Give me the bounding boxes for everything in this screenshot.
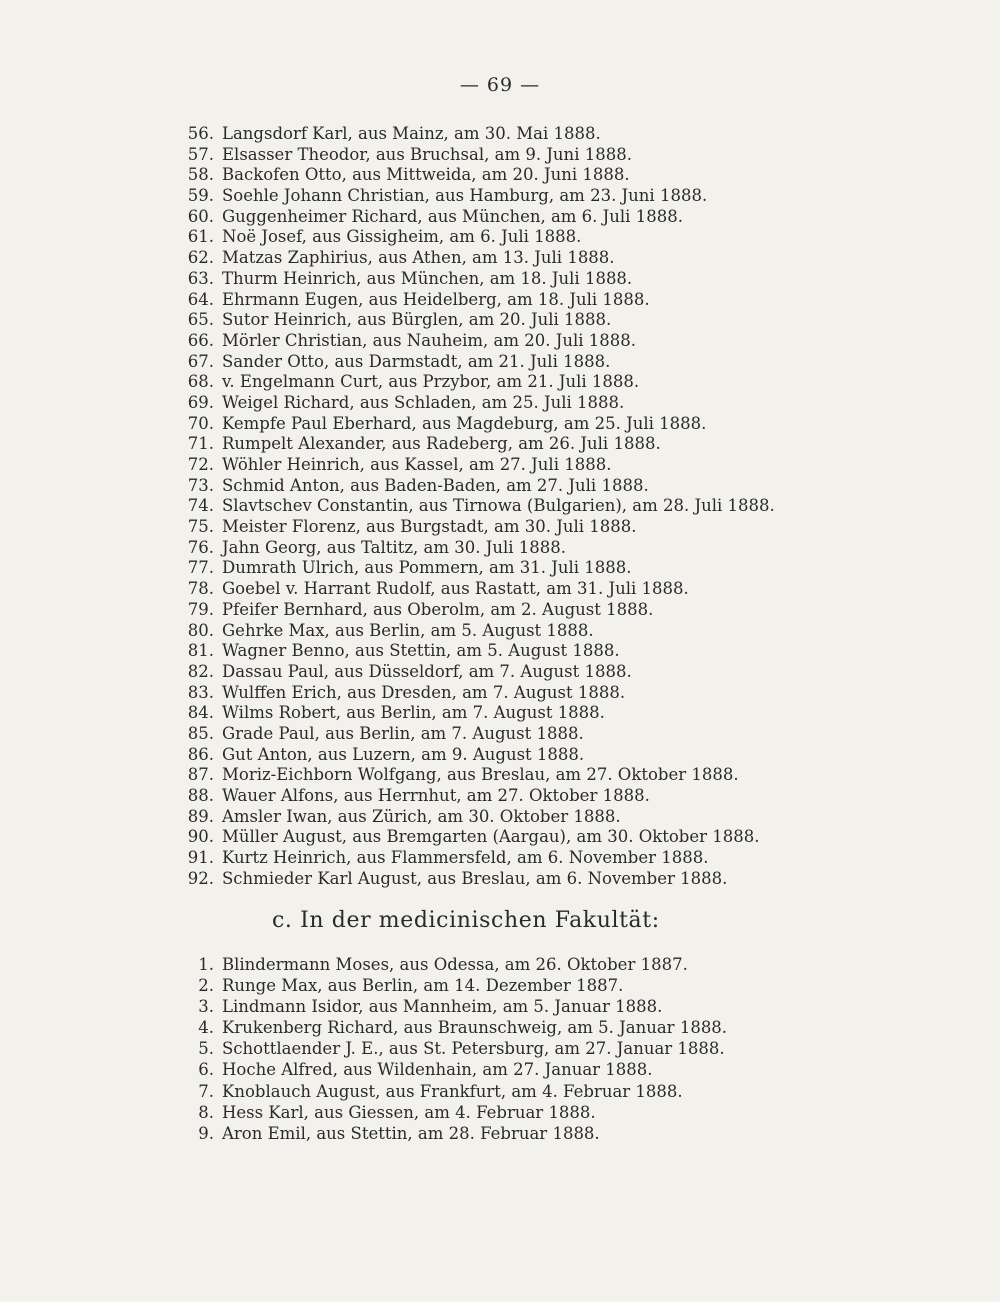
item-text: Grade Paul, aus Berlin, am 7. August 1888. [222,723,584,743]
item-text: Goebel v. Harrant Rudolf, aus Rastatt, am 31. Juli 1888. [222,579,689,599]
item-text: Hoche Alfred, aus Wildenhain, am 27. Januar 1888. [222,1060,653,1080]
list-item [186,331,775,352]
item-number: 90. [187,827,214,847]
item-text: Rumpelt Alexander, aus Radeberg, am 26. Juli 1888. [222,434,661,454]
page-number: — 69 — [459,74,541,96]
item-text: Amsler Iwan, aus Zürich, am 30. Oktober 1888. [222,806,621,826]
item-number: 1. [198,955,214,974]
item-number: 81. [187,641,214,661]
section-heading: c. In der medicinischen Fakultät: [272,908,660,933]
item-text: Sander Otto, aus Darmstadt, am 21. Juli 1888. [222,351,611,371]
item-text: Gut Anton, aus Luzern, am 9. August 1888. [222,744,585,764]
list-item [186,372,775,393]
list-item [186,683,775,704]
item-number: 3. [198,997,214,1017]
list-item [186,827,775,848]
item-text: Langsdorf Karl, aus Mainz, am 30. Mai 1888. [222,124,601,143]
item-number: 6. [198,1060,214,1080]
item-text: Wagner Benno, aus Stettin, am 5. August 1888. [222,641,620,661]
item-text: Ehrmann Eugen, aus Heidelberg, am 18. Juli 1888. [222,289,650,309]
list-item [186,290,775,311]
item-text: Gehrke Max, aus Berlin, am 5. August 1888. [222,620,594,640]
item-text: Müller August, aus Bremgarten (Aargau), am 30. Oktober 1888. [222,827,760,847]
list-item [186,786,775,807]
item-text: Matzas Zaphirius, aus Athen, am 13. Juli 1888. [222,248,615,268]
list-item [186,1059,727,1080]
item-number: 65. [187,310,214,330]
item-number: 68. [187,372,214,392]
list-item [186,703,775,724]
item-number: 78. [187,579,214,599]
item-number: 86. [187,744,214,764]
item-number: 67. [187,351,214,371]
item-text: Hess Karl, aus Giessen, am 4. Februar 1888. [222,1102,596,1122]
list-item [186,662,775,683]
list-item [186,538,775,559]
list-item [186,869,775,890]
list-item [186,517,775,538]
item-number: 83. [187,682,214,702]
item-number: 92. [187,868,214,888]
item-text: Pfeifer Bernhard, aus Oberolm, am 2. August 1888. [222,599,654,619]
list-item [186,455,775,476]
item-number: 73. [187,475,214,495]
item-text: Blindermann Moses, aus Odessa, am 26. Oktober 1887. [222,955,688,974]
list-item [186,558,775,579]
item-number: 57. [187,144,214,164]
item-text: Elsasser Theodor, aus Bruchsal, am 9. Juni 1888. [222,144,632,164]
item-text: Wöhler Heinrich, aus Kassel, am 27. Juli 1888. [222,455,612,474]
item-number: 79. [187,599,214,619]
list-item [186,1123,727,1144]
item-text: Kurtz Heinrich, aus Flammersfeld, am 6. November 1888. [222,848,709,868]
list-item [186,954,727,975]
item-text: Slavtschev Constantin, aus Tirnowa (Bulgarien), am 28. Juli 1888. [222,496,775,516]
item-text: Sutor Heinrich, aus Bürglen, am 20. Juli 1888. [222,310,612,330]
item-number: 2. [198,976,214,996]
graduate-list-medicine [186,954,727,1144]
list-item [186,352,775,373]
list-item [186,165,775,186]
item-number: 64. [187,289,214,309]
item-number: 87. [187,765,214,785]
item-number: 82. [187,661,214,681]
item-number: 9. [198,1123,214,1143]
item-text: Wauer Alfons, aus Herrnhut, am 27. Oktober 1888. [222,786,650,805]
item-text: Dassau Paul, aus Düsseldorf, am 7. August 1888. [222,661,632,681]
list-item [186,393,775,414]
item-text: Backofen Otto, aus Mittweida, am 20. Juni 1888. [222,165,630,185]
list-item [186,476,775,497]
item-text: Krukenberg Richard, aus Braunschweig, am 5. Januar 1888. [222,1018,728,1038]
item-number: 75. [187,517,214,537]
list-item [186,579,775,600]
item-text: Runge Max, aus Berlin, am 14. Dezember 1887. [222,976,624,996]
item-number: 4. [198,1018,214,1038]
list-item [186,248,775,269]
list-item [186,745,775,766]
list-item [186,145,775,166]
item-number: 88. [187,786,214,805]
list-item [186,207,775,228]
item-text: Meister Florenz, aus Burgstadt, am 30. Juli 1888. [222,517,637,537]
list-item [186,996,727,1017]
item-number: 62. [187,248,214,268]
item-text: Kempfe Paul Eberhard, aus Magdeburg, am 25. Juli 1888. [222,413,707,433]
item-number: 61. [187,227,214,247]
list-item [186,621,775,642]
item-text: Knoblauch August, aus Frankfurt, am 4. Februar 1888. [222,1081,683,1101]
list-item [186,1038,727,1059]
item-number: 56. [187,124,214,143]
item-number: 58. [187,165,214,185]
item-text: Schottlaender J. E., aus St. Petersburg, am 27. Januar 1888. [222,1039,725,1059]
item-number: 76. [187,537,214,557]
item-text: Moriz-Eichborn Wolfgang, aus Breslau, am 27. Oktober 1888. [222,765,739,785]
item-number: 74. [187,496,214,516]
item-text: Wilms Robert, aus Berlin, am 7. August 1888. [222,703,605,723]
list-item [186,186,775,207]
item-number: 66. [187,330,214,350]
list-item [186,310,775,331]
item-text: Lindmann Isidor, aus Mannheim, am 5. Januar 1888. [222,997,663,1017]
list-item [186,641,775,662]
item-number: 84. [187,703,214,723]
item-number: 59. [187,186,214,206]
item-number: 71. [187,434,214,454]
item-number: 89. [187,806,214,826]
item-text: Schmieder Karl August, aus Breslau, am 6. November 1888. [222,868,728,888]
list-item [186,1102,727,1123]
item-number: 60. [187,206,214,226]
item-text: Soehle Johann Christian, aus Hamburg, am 23. Juni 1888. [222,186,708,206]
item-number: 7. [198,1081,214,1101]
list-item [186,434,775,455]
list-item [186,807,775,828]
item-number: 72. [187,455,214,474]
list-item [186,975,727,996]
list-item [186,1017,727,1038]
item-text: Weigel Richard, aus Schladen, am 25. Juli 1888. [222,392,625,412]
item-number: 77. [187,558,214,578]
item-number: 80. [187,620,214,640]
item-number: 85. [187,723,214,743]
list-item [186,227,775,248]
item-number: 91. [187,848,214,868]
item-number: 8. [198,1102,214,1122]
item-text: Jahn Georg, aus Taltitz, am 30. Juli 1888. [222,537,566,557]
list-item [186,414,775,435]
list-item [186,848,775,869]
item-number: 5. [198,1039,214,1059]
list-item [186,765,775,786]
list-item [186,496,775,517]
list-item [186,1081,727,1102]
item-number: 63. [187,268,214,288]
item-text: v. Engelmann Curt, aus Przybor, am 21. Juli 1888. [222,372,640,392]
item-text: Guggenheimer Richard, aus München, am 6. Juli 1888. [222,206,683,226]
list-item [186,124,775,145]
graduate-list-b-faculty [186,124,775,889]
list-item [186,600,775,621]
item-text: Noë Josef, aus Gissigheim, am 6. Juli 1888. [222,227,582,247]
item-text: Dumrath Ulrich, aus Pommern, am 31. Juli 1888. [222,558,632,578]
item-text: Mörler Christian, aus Nauheim, am 20. Juli 1888. [222,330,637,350]
item-text: Wulffen Erich, aus Dresden, am 7. August 1888. [222,682,626,702]
item-number: 70. [187,413,214,433]
list-item [186,269,775,290]
list-item [186,724,775,745]
item-text: Thurm Heinrich, aus München, am 18. Juli 1888. [222,268,633,288]
item-text: Schmid Anton, aus Baden-Baden, am 27. Juli 1888. [222,475,649,495]
item-text: Aron Emil, aus Stettin, am 28. Februar 1888. [222,1123,600,1143]
item-number: 69. [187,392,214,412]
